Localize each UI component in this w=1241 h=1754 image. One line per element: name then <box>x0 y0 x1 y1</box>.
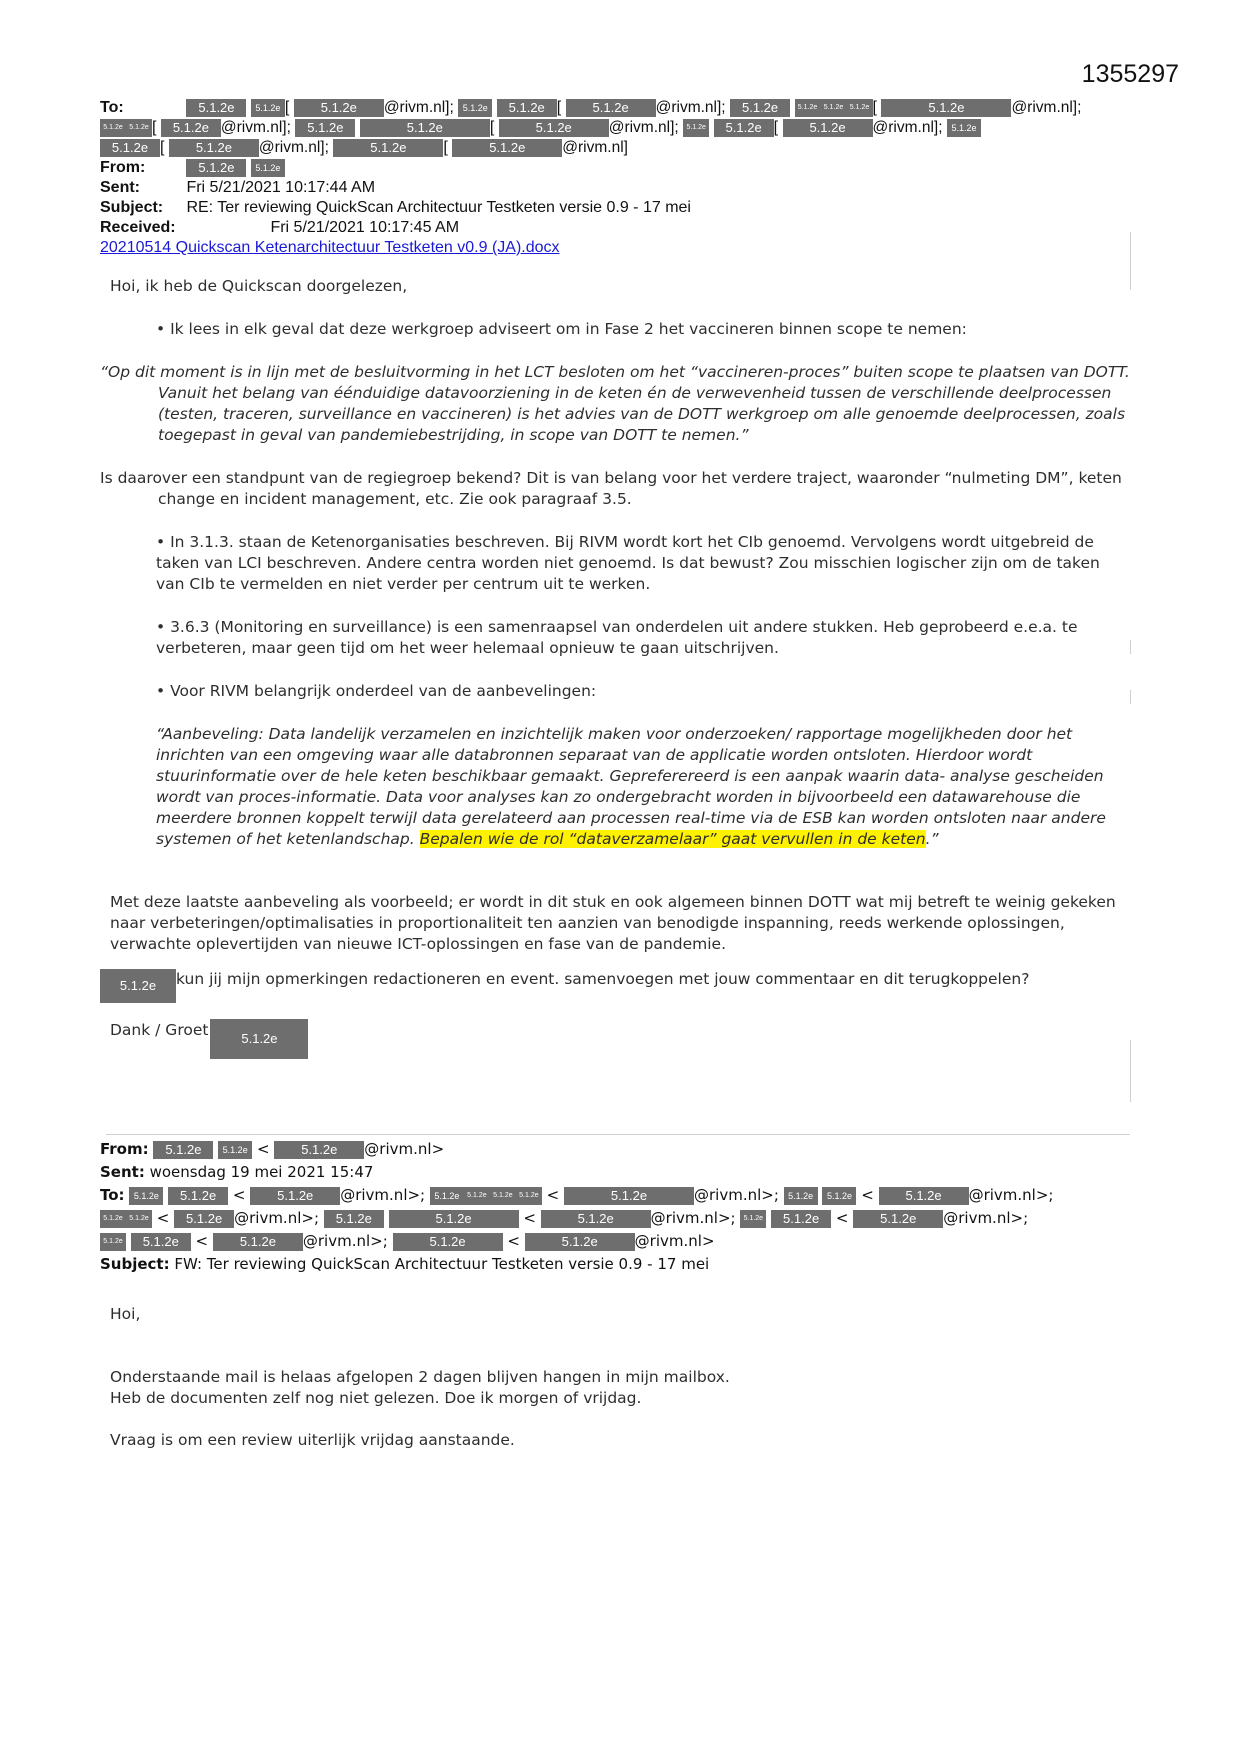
quote-aanbeveling <box>100 724 1130 850</box>
redaction: 5.1.2e <box>100 969 176 1003</box>
sent-row <box>100 178 1140 198</box>
redaction: 5.1.2e <box>100 1233 126 1251</box>
redaction: 5.1.2e <box>853 1210 943 1228</box>
fw-domain: @rivm.nl>; <box>694 1186 779 1204</box>
signoff <box>100 1019 1130 1059</box>
email-domain: @rivm.nl]; <box>383 99 454 116</box>
email-domain: @rivm.nl]; <box>258 139 329 156</box>
redaction: 5.1.2e <box>683 119 709 137</box>
redaction: 5.1.2e <box>333 139 443 157</box>
redaction: 5.1.2e <box>879 1187 969 1205</box>
redaction: 5.1.2e <box>490 1187 516 1205</box>
redaction: 5.1.2e <box>186 159 246 177</box>
from-row <box>100 158 1140 178</box>
redaction: 5.1.2e <box>771 1210 831 1228</box>
fw-subject-label: Subject: <box>100 1255 170 1273</box>
fw-to-row-2: 5.1.2e 5.1.2e < 5.1.2e @rivm.nl>; 5.1.2e 5.1.2e < 5.1.2e @rivm.nl>; 5.1.2e 5.1.2e < 5.1.2e @rivm.nl>; <box>100 1207 1140 1230</box>
margin-line <box>1130 232 1131 290</box>
bullet-scope: • Ik lees in elk geval dat deze werkgroep adviseert om in Fase 2 het vaccineren binnen scope te nemen: <box>156 320 967 338</box>
redaction: 5.1.2e <box>740 1210 766 1228</box>
margin-line <box>1130 690 1131 704</box>
fw-domain: @rivm.nl>; <box>650 1209 736 1227</box>
redaction: 5.1.2e <box>564 1187 694 1205</box>
to-row-3: 5.1.2e [ 5.1.2e @rivm.nl]; 5.1.2e [ 5.1.2e @rivm.nl] <box>100 138 1140 158</box>
fw-domain: @rivm.nl>; <box>340 1186 426 1204</box>
redaction: 5.1.2e <box>126 1210 152 1228</box>
fw-domain: @rivm.nl>; <box>234 1209 319 1227</box>
fw-domain: @rivm.nl>; <box>943 1209 1029 1227</box>
redaction: 5.1.2e <box>881 99 1011 117</box>
fw-to-row-3: 5.1.2e 5.1.2e < 5.1.2e @rivm.nl>; 5.1.2e < 5.1.2e @rivm.nl> <box>100 1230 1140 1253</box>
sent-value: Fri 5/21/2021 10:17:44 AM <box>186 179 376 196</box>
received-value: Fri 5/21/2021 10:17:45 AM <box>270 219 460 236</box>
bullet-monitoring: • 3.6.3 (Monitoring en surveillance) is een samenraapsel van onderdelen uit andere stukken. Heb geprobeerd e.e.a. te verbeteren, maar geen tijd om het weer helemaal opnieuw te gaan uitschrijven. <box>156 618 1078 657</box>
redaction: 5.1.2e <box>783 119 873 137</box>
fw-domain: @rivm.nl>; <box>302 1232 388 1250</box>
redaction: 5.1.2e <box>161 119 221 137</box>
document-number: 1355297 <box>1081 60 1179 88</box>
subject-label: Subject: <box>100 199 164 216</box>
redaction: 5.1.2e <box>360 119 490 137</box>
to-row: To: 5.1.2e 5.1.2e [ 5.1.2e @rivm.nl]; 5.1.2e 5.1.2e [ 5.1.2e @rivm.nl]; 5.1.2e 5.1.2e 5.1.2e 5.1.2e [ 5.1.2e @rivm.nl]; <box>100 99 1082 116</box>
redaction: 5.1.2e <box>458 99 492 117</box>
redaction: 5.1.2e <box>100 1210 126 1228</box>
request-paragraph <box>100 969 1130 1003</box>
redaction: 5.1.2e <box>100 139 160 157</box>
redaction: 5.1.2e <box>714 119 774 137</box>
redaction: 5.1.2e <box>213 1233 303 1251</box>
email-domain: @rivm.nl]; <box>608 119 679 136</box>
redaction: 5.1.2e <box>947 119 981 137</box>
email-body <box>100 276 1130 1059</box>
redaction: 5.1.2e <box>295 119 355 137</box>
redaction: 5.1.2e <box>131 1233 191 1251</box>
sent-label: Sent: <box>100 179 140 196</box>
redaction: 5.1.2e <box>389 1210 519 1228</box>
redaction: 5.1.2e <box>464 1187 490 1205</box>
redaction: 5.1.2e <box>174 1210 234 1228</box>
email-domain: @rivm.nl]; <box>655 99 726 116</box>
request-text: kun jij mijn opmerkingen redactioneren en event. samenvoegen met jouw commentaar en dit terugkoppelen? <box>176 970 1030 988</box>
redaction: 5.1.2e <box>430 1187 464 1205</box>
thanks-text: Dank / Groet <box>110 1021 209 1039</box>
fw-from-label: From: <box>100 1140 149 1158</box>
redaction: 5.1.2e <box>452 139 562 157</box>
fw-greeting: Hoi, <box>110 1305 141 1323</box>
redaction: 5.1.2e <box>218 1141 252 1159</box>
fw-sent-value: woensdag 19 mei 2021 15:47 <box>149 1163 374 1181</box>
redaction: 5.1.2e <box>566 99 656 117</box>
redaction: 5.1.2e <box>324 1210 384 1228</box>
question-paragraph: Is daarover een standpunt van de regiegroep bekend? Dit is van belang voor het verdere traject, waaronder “nulmeting DM”, keten change en incident management, etc. Zie ook paragraaf 3.5. <box>100 469 1122 508</box>
redaction: 5.1.2e <box>516 1187 542 1205</box>
received-label: Received: <box>100 219 176 236</box>
subject-value: RE: Ter reviewing QuickScan Architectuur Testketen versie 0.9 - 17 mei <box>186 199 691 216</box>
redaction: 5.1.2e <box>129 1187 163 1205</box>
redaction: 5.1.2e <box>822 1187 856 1205</box>
forward-body <box>110 1304 1110 1451</box>
attachment-row <box>100 238 1140 258</box>
fw-subject-row <box>100 1253 1140 1276</box>
redaction: 5.1.2e <box>250 1187 340 1205</box>
forward-header <box>100 1138 1140 1276</box>
redaction: 5.1.2e <box>251 159 285 177</box>
subject-row <box>100 198 1140 218</box>
bullet-ketenorganisaties: • In 3.1.3. staan de Ketenorganisaties beschreven. Bij RIVM wordt kort het CIb genoemd. Vervolgens wordt uitgebreid de taken van LCI beschreven. Andere centra worden niet genoemd. Is dat bewust? Zou misschien logischer zijn om de taken van CIb te vermelden en niet verder per centrum uit te werken. <box>156 533 1100 593</box>
redaction: 5.1.2e <box>847 99 873 117</box>
quote-aanbeveling-text: “Aanbeveling: Data landelijk verzamelen en inzichtelijk maken voor onderzoeken/ rapportage mogelijkheden door het inrichten van een omgeving waar alle databronnen separaat van de applicatie worden ontsloten. Hierdoor wordt stuurinformatie over de hele keten beschikbaar gemaakt. Gepreferereerd is een aanpak waarin data- analyse gescheiden wordt van proces-informatie. Data voor analyses kan zo ondergebracht worden in bijvoorbeeld een datawarehouse die meerdere bronnen koppelt terwijl data gerelateerd aan processen real-time via de ESB kan worden ontsloten naar andere systemen of het ketenlandschap. <box>156 725 1106 848</box>
attachment-link[interactable]: 20210514 Quickscan Ketenarchitectuur Testketen v0.9 (JA).docx <box>100 239 560 256</box>
separator <box>106 1134 1130 1135</box>
closing-paragraph: Met deze laatste aanbeveling als voorbeeld; er wordt in dit stuk en ook algemeen binnen DOTT wat mij betreft te weinig gekeken naar verbeteringen/optimalisaties in proportionaliteit ten aanzien van benodigde inspanning, reeds werkende oplossingen, verwachte oplevertijden van nieuwe ICT-oplossingen en fase van de pandemie. <box>110 893 1116 953</box>
bullet-aanbevelingen: • Voor RIVM belangrijk onderdeel van de aanbevelingen: <box>156 682 597 700</box>
redaction: 5.1.2e <box>169 139 259 157</box>
email-domain: @rivm.nl]; <box>872 119 943 136</box>
redaction: 5.1.2e <box>541 1210 651 1228</box>
redaction: 5.1.2e <box>499 119 609 137</box>
redaction: 5.1.2e <box>393 1233 503 1251</box>
redaction: 5.1.2e <box>186 99 246 117</box>
quote-scope: “Op dit moment is in lijn met de besluitvorming in het LCT besloten om het “vaccineren-proces” buiten scope te plaatsen van DOTT. Vanuit het belang van éénduidige datavoorziening in de keten én de verwevenheid tussen de verschillende deelprocessen (testen, traceren, surveillance en vaccineren) is het advies van de DOTT werkgroep om alle genoemde deelprocessen, zoals toegepast in geval van pandemiebestrijding, in scope van DOTT te nemen.” <box>100 363 1130 444</box>
fw-line-1: Onderstaande mail is helaas afgelopen 2 dagen blijven hangen in mijn mailbox. <box>110 1368 730 1386</box>
email-header <box>100 98 1140 258</box>
fw-from-domain: @rivm.nl> <box>364 1140 445 1158</box>
fw-to-label: To: <box>100 1186 125 1204</box>
fw-from-row: From: 5.1.2e 5.1.2e < 5.1.2e @rivm.nl> <box>100 1140 445 1158</box>
redaction: 5.1.2e <box>784 1187 818 1205</box>
fw-to-row: To: 5.1.2e 5.1.2e < 5.1.2e @rivm.nl>; 5.1.2e 5.1.2e 5.1.2e 5.1.2e < 5.1.2e @rivm.nl>; 5.1.2e 5.1.2e < 5.1.2e @rivm.nl>; <box>100 1186 1054 1204</box>
fw-domain-last: @rivm.nl> <box>634 1232 715 1250</box>
redaction: 5.1.2e <box>497 99 557 117</box>
quote-end: .” <box>925 830 939 848</box>
redaction: 5.1.2e <box>730 99 790 117</box>
fw-domain: @rivm.nl>; <box>968 1186 1054 1204</box>
email-domain-last: @rivm.nl] <box>562 139 628 156</box>
redaction: 5.1.2e <box>525 1233 635 1251</box>
redaction: 5.1.2e <box>294 99 384 117</box>
email-domain: @rivm.nl]; <box>1011 99 1082 116</box>
email-domain: @rivm.nl]; <box>220 119 291 136</box>
redaction: 5.1.2e <box>795 99 821 117</box>
received-row <box>100 218 1140 238</box>
redaction: 5.1.2e <box>100 119 126 137</box>
redaction: 5.1.2e <box>126 119 152 137</box>
to-label: To: <box>100 99 124 116</box>
redaction: 5.1.2e <box>821 99 847 117</box>
redaction: 5.1.2e <box>210 1019 308 1059</box>
redaction: 5.1.2e <box>251 99 285 117</box>
to-row-2: 5.1.2e 5.1.2e [ 5.1.2e @rivm.nl]; 5.1.2e 5.1.2e [ 5.1.2e @rivm.nl]; 5.1.2e 5.1.2e [ 5.1.2e @rivm.nl]; 5.1.2e <box>100 118 1140 138</box>
fw-subject-value: FW: Ter reviewing QuickScan Architectuur Testketen versie 0.9 - 17 mei <box>174 1255 710 1273</box>
margin-line <box>1130 640 1131 654</box>
from-label: From: <box>100 159 146 176</box>
redaction: 5.1.2e <box>274 1141 364 1159</box>
fw-sent-label: Sent: <box>100 1163 145 1181</box>
fw-sent-row <box>100 1161 1140 1184</box>
margin-line <box>1130 1040 1131 1102</box>
greeting: Hoi, ik heb de Quickscan doorgelezen, <box>110 277 408 295</box>
fw-line-3: Vraag is om een review uiterlijk vrijdag aanstaande. <box>110 1431 515 1449</box>
redaction: 5.1.2e <box>168 1187 228 1205</box>
highlighted-text: Bepalen wie de rol “dataverzamelaar” gaat vervullen in de keten <box>419 830 926 848</box>
redaction: 5.1.2e <box>153 1141 213 1159</box>
fw-line-2: Heb de documenten zelf nog niet gelezen. Doe ik morgen of vrijdag. <box>110 1389 642 1407</box>
